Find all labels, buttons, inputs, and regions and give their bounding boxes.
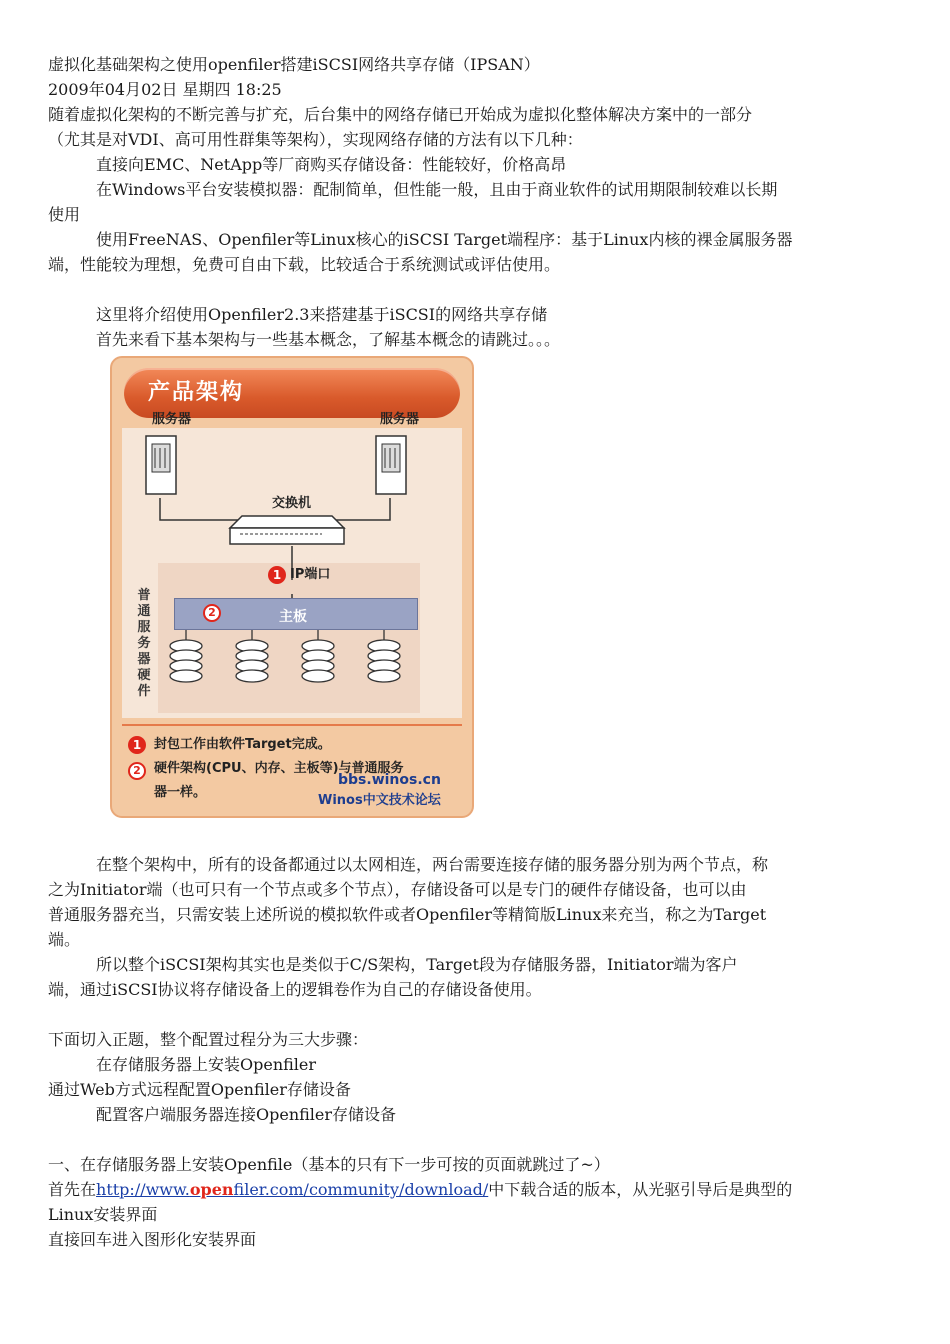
figure-banner-title: 产品架构 bbox=[148, 380, 245, 405]
watermark-url: bbs.winos.cn bbox=[338, 772, 441, 788]
cs-paragraph-line: 端，通过iSCSI协议将存储设备上的逻辑卷作为自己的存储设备使用。 bbox=[48, 980, 542, 999]
link-right-server bbox=[332, 498, 390, 520]
intro-paragraph-line: 随着虚拟化架构的不断完善与扩充，后台集中的网络存储已开始成为虚拟化整体解决方案中的一部分 bbox=[48, 105, 753, 124]
server-right-icon bbox=[376, 436, 406, 494]
download-line-2: Linux安装界面 bbox=[48, 1205, 158, 1224]
link-left-server bbox=[160, 498, 254, 520]
hardware-area bbox=[158, 563, 420, 713]
steps-intro: 下面切入正题，整个配置过程分为三大步骤： bbox=[48, 1030, 369, 1049]
doc-date: 2009年04月02日 星期四 18:25 bbox=[48, 80, 282, 99]
intro-openfiler: 这里将介绍使用Openfiler2.3来搭建基于iSCSI的网络共享存储 bbox=[96, 305, 548, 324]
ip-port-label: IP端口 bbox=[290, 567, 331, 582]
step-item: 通过Web方式远程配置Openfiler存储设备 bbox=[48, 1080, 351, 1099]
figure-separator bbox=[122, 724, 462, 726]
arch-paragraph-line: 普通服务器充当，只需安装上述所说的模拟软件或者Openfiler等精简版Linux来充当，称之为Target bbox=[48, 905, 767, 924]
server-left-label: 服务器 bbox=[152, 412, 192, 427]
intro-paragraph-line: （尤其是对VDI、高可用性群集等架构），实现网络存储的方法有以下几种： bbox=[48, 130, 583, 149]
architecture-figure bbox=[110, 356, 474, 818]
badge-one: 1 bbox=[268, 566, 286, 584]
note-badge-two: 2 bbox=[128, 762, 146, 780]
figure-note-2-continued: 器一样。 bbox=[154, 785, 207, 800]
hardware-side-label: 普通服务器硬件 bbox=[137, 588, 151, 699]
mainboard-block bbox=[174, 598, 418, 630]
arch-paragraph-line: 端。 bbox=[48, 930, 81, 949]
link-part: http://www. bbox=[96, 1180, 190, 1199]
figure-banner bbox=[124, 368, 460, 418]
watermark-forum: Winos中文技术论坛 bbox=[318, 793, 441, 808]
last-line: 直接回车进入图形化安装界面 bbox=[48, 1230, 257, 1249]
figure-note-2: 硬件架构(CPU、内存、主板等)与普通服务 bbox=[154, 761, 404, 776]
method-item: 直接向EMC、NetApp等厂商购买存储设备：性能较好，价格高昂 bbox=[96, 155, 567, 174]
figure-body bbox=[122, 412, 462, 718]
step-item: 在存储服务器上安装Openfiler bbox=[96, 1055, 317, 1074]
arch-paragraph-line: 之为Initiator端（也可只有一个节点或多个节点），存储设备可以是专门的硬件存储设备，也可以由 bbox=[48, 880, 747, 899]
method-item: 在Windows平台安装模拟器：配制简单，但性能一般，且由于商业软件的试用期限制较难以长期 bbox=[96, 180, 778, 199]
download-line bbox=[48, 1177, 910, 1202]
method-item: 使用FreeNAS、Openfiler等Linux核心的iSCSI Target端程序：基于Linux内核的裸金属服务器 bbox=[96, 230, 793, 249]
switch-icon bbox=[230, 516, 344, 544]
note-badge-one: 1 bbox=[128, 736, 146, 754]
method-item-continued: 使用 bbox=[48, 205, 81, 224]
figure-note-1: 封包工作由软件Target完成。 bbox=[154, 737, 331, 752]
doc-title: 虚拟化基础架构之使用openfiler搭建iSCSI网络共享存储（IPSAN） bbox=[48, 55, 540, 74]
link-part: filer.com/community/download/ bbox=[233, 1180, 489, 1199]
server-right-label: 服务器 bbox=[380, 412, 420, 427]
badge-two: 2 bbox=[203, 604, 221, 622]
section-1-heading: 一、在存储服务器上安装Openfile（基本的只有下一步可按的页面就跳过了~） bbox=[48, 1155, 610, 1174]
server-left-icon bbox=[146, 436, 176, 494]
arch-paragraph-line: 在整个架构中，所有的设备都通过以太网相连，两台需要连接存储的服务器分别为两个节点，称 bbox=[96, 855, 769, 874]
link-highlight: open bbox=[189, 1180, 234, 1199]
mainboard-label: 主板 bbox=[279, 609, 307, 625]
download-suffix: 中下载合适的版本，从光驱引导后是典型的 bbox=[488, 1180, 793, 1199]
step-item: 配置客户端服务器连接Openfiler存储设备 bbox=[96, 1105, 397, 1124]
download-link[interactable] bbox=[96, 1180, 488, 1199]
download-prefix: 首先在 bbox=[48, 1180, 97, 1199]
document-page bbox=[48, 52, 910, 1252]
switch-label: 交换机 bbox=[272, 496, 312, 511]
intro-concepts: 首先来看下基本架构与一些基本概念，了解基本概念的请跳过。。。 bbox=[96, 330, 561, 349]
method-item-continued: 端，性能较为理想，免费可自由下载，比较适合于系统测试或评估使用。 bbox=[48, 255, 561, 274]
cs-paragraph-line: 所以整个iSCSI架构其实也是类似于C/S架构，Target段为存储服务器，Initiator端为客户 bbox=[96, 955, 738, 974]
